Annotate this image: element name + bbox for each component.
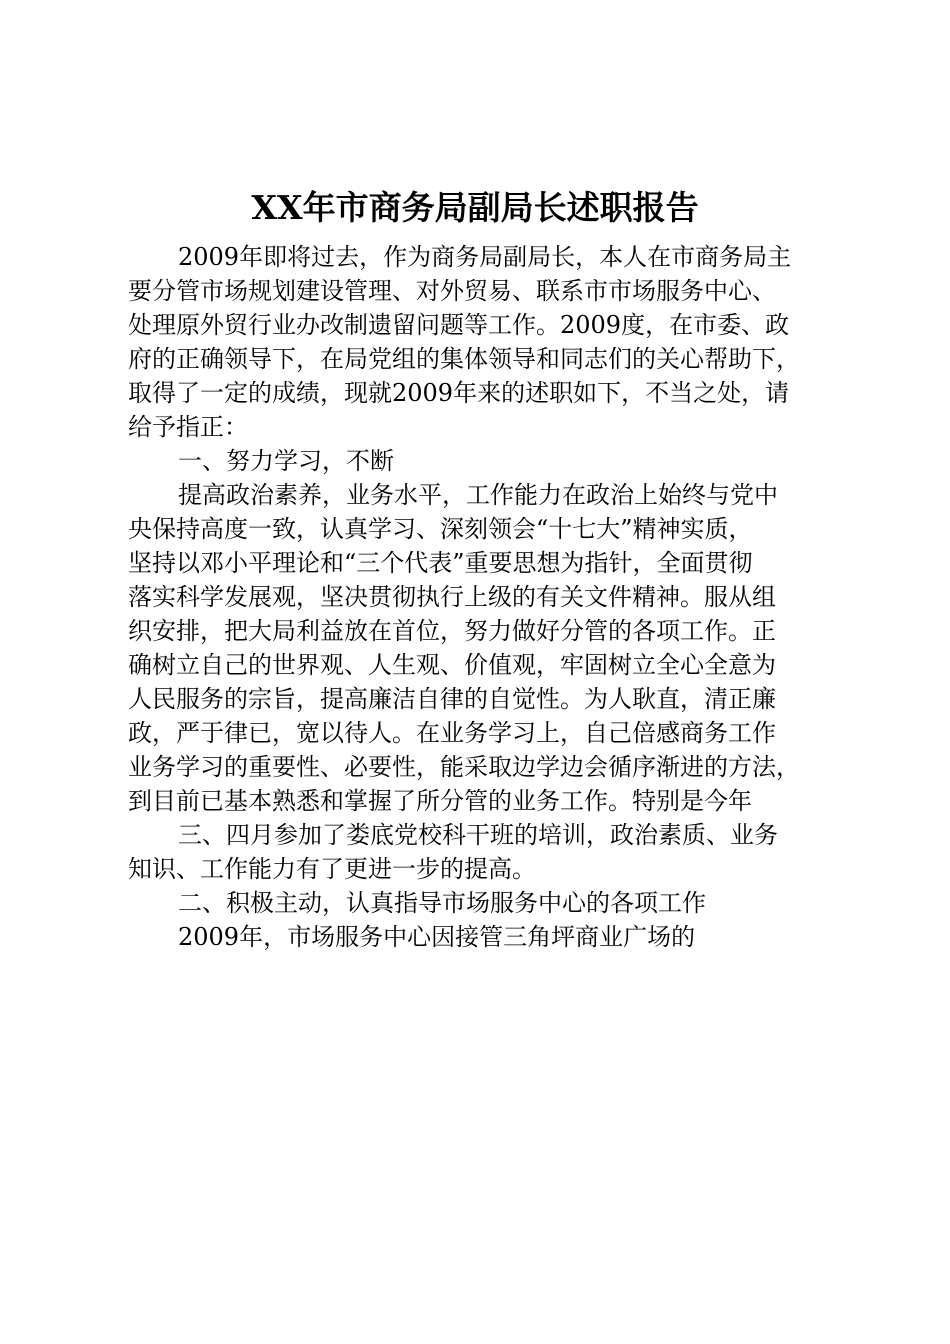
paragraph-line: 三、四月参加了娄底党校科干班的培训，政治素质、业务: [178, 821, 778, 849]
paragraph-line: 央保持高度一致，认真学习、深刻领会“十七大”精神实质，: [128, 515, 753, 543]
paragraph-line: 2009年，市场服务中心因接管三角坪商业广场的: [178, 923, 696, 951]
paragraph-line: 2009年即将过去，作为商务局副局长，本人在市商务局主: [178, 243, 792, 271]
paragraph-line: 要分管市场规划建设管理、对外贸易、联系市市场服务中心、: [128, 277, 776, 305]
paragraph-line: 给予指正：: [128, 413, 248, 441]
paragraph-line: 取得了一定的成绩，现就2009年来的述职如下，不当之处，请: [128, 379, 790, 407]
paragraph-line: 落实科学发展观，坚决贯彻执行上级的有关文件精神。服从组: [128, 583, 776, 611]
paragraph-line: 提高政治素养，业务水平，工作能力在政治上始终与党中: [178, 481, 778, 509]
section-heading: 一、努力学习，不断: [178, 447, 394, 475]
document-title: XX年市商务局副局长述职报告: [251, 188, 699, 227]
paragraph-line: 到目前已基本熟悉和掌握了所分管的业务工作。特别是今年: [128, 787, 752, 815]
paragraph-line: 织安排，把大局利益放在首位，努力做好分管的各项工作。正: [128, 617, 776, 645]
paragraph-line: 知识、工作能力有了更进一步的提高。: [128, 855, 536, 883]
paragraph-line: 府的正确领导下，在局党组的集体领导和同志们的关心帮助下，: [128, 345, 800, 373]
document-body: [128, 240, 828, 954]
paragraph-line: 业务学习的重要性、必要性，能采取边学边会循序渐进的方法，: [128, 753, 800, 781]
paragraph-line: 人民服务的宗旨，提高廉洁自律的自觉性。为人耿直，清正廉: [128, 685, 776, 713]
paragraph-line: 政，严于律已，宽以待人。在业务学习上，自己倍感商务工作: [128, 719, 776, 747]
paragraph-line: 坚持以邓小平理论和“三个代表”重要思想为指针，全面贯彻: [128, 549, 753, 577]
section-heading: 二、积极主动，认真指导市场服务中心的各项工作: [178, 889, 706, 917]
paragraph-line: 确树立自己的世界观、人生观、价值观，牢固树立全心全意为: [128, 651, 776, 679]
paragraph-line: 处理原外贸行业办改制遗留问题等工作。2009度，在市委、政: [128, 311, 790, 339]
